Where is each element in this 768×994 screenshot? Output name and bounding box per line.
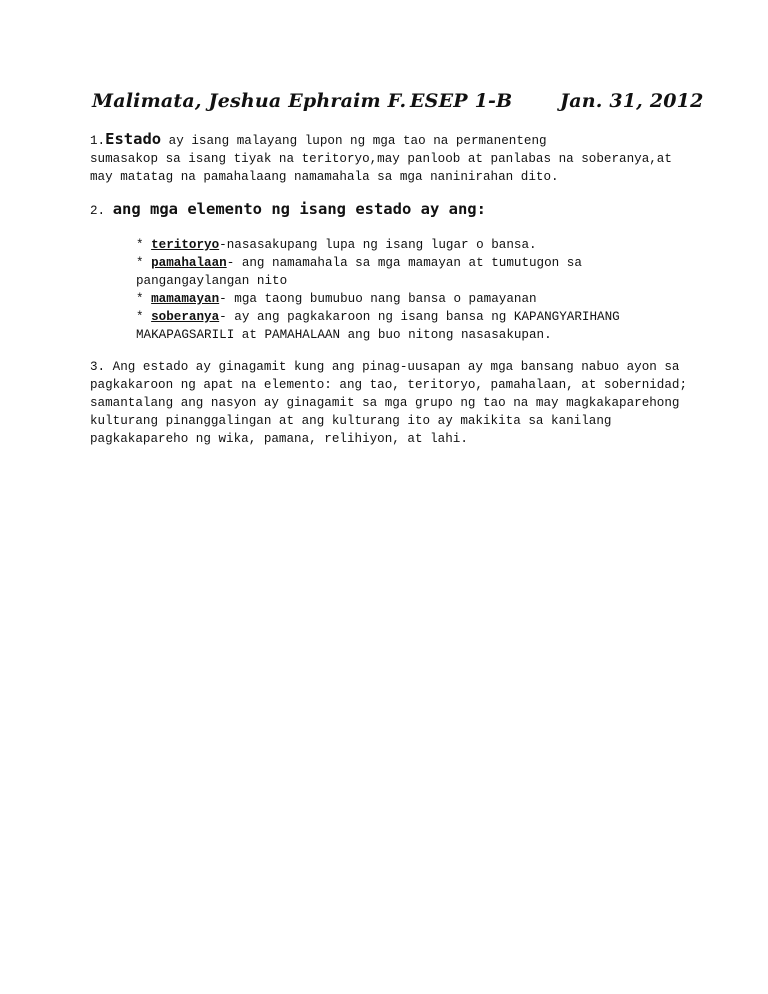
class-section: ESEP 1-B <box>410 90 513 112</box>
list-bullet: * <box>136 292 152 306</box>
answer-1-number: 1. <box>90 134 106 148</box>
list-item <box>136 290 690 308</box>
list-item-text: -nasasakupang lupa ng isang lugar o bansa. <box>219 238 537 252</box>
list-item-term: pamahalaan <box>151 256 227 270</box>
answer-2-heading-text: ang mga elemento ng isang estado ay ang: <box>112 200 486 218</box>
document-header <box>92 90 704 124</box>
list-item-term: soberanya <box>151 310 220 324</box>
document-body <box>90 130 690 448</box>
student-name: Malimata, Jeshua Ephraim F. <box>92 90 407 112</box>
list-item <box>136 254 690 290</box>
list-item <box>136 236 690 254</box>
answer-1-text-start: ay isang malayang lupon ng mga tao na permanenteng <box>161 134 547 148</box>
answer-2-number: 2. <box>90 204 106 218</box>
list-item-text: - ay ang pagkakaroon ng isang bansa ng KAPANGYARIHANG MAKAPAGSARILI at PAMAHALAAN ang buo nitong nasasakupan. <box>136 310 620 342</box>
document-date: Jan. 31, 2012 <box>560 90 704 112</box>
list-item <box>136 308 690 344</box>
answer-2-heading <box>90 200 690 220</box>
list-bullet: * <box>136 256 152 270</box>
answer-1 <box>90 130 690 186</box>
list-bullet: * <box>136 310 152 324</box>
element-list <box>136 236 690 344</box>
answer-1-term: Estado <box>105 130 162 148</box>
list-item-term: teritoryo <box>151 238 220 252</box>
answer-3: 3. Ang estado ay ginagamit kung ang pinag-uusapan ay mga bansang nabuo ayon sa pagkakaroon ng apat na elemento: ang tao, teritoryo, pamahalaan, at sobernidad; samantalang ang nasyon ay ginagamit sa mga grupo ng tao na may magkakaparehong kulturang pinanggalingan at ang kulturang ito ay makikita sa kanilang pagkakapareho ng wika, pamana, relihiyon, at lahi. <box>90 360 688 446</box>
list-item-text: - ang namamahala sa mga mamayan at tumutugon sa pangangaylangan nito <box>136 256 582 288</box>
answer-1-text-rest: sumasakop sa isang tiyak na teritoryo,may panloob at panlabas na soberanya,at may matatag na pamahalaang namamahala sa mga naninirahan dito. <box>90 152 672 184</box>
list-bullet: * <box>136 238 152 252</box>
list-item-text: - mga taong bumubuo nang bansa o pamayanan <box>219 292 537 306</box>
list-item-term: mamamayan <box>151 292 220 306</box>
